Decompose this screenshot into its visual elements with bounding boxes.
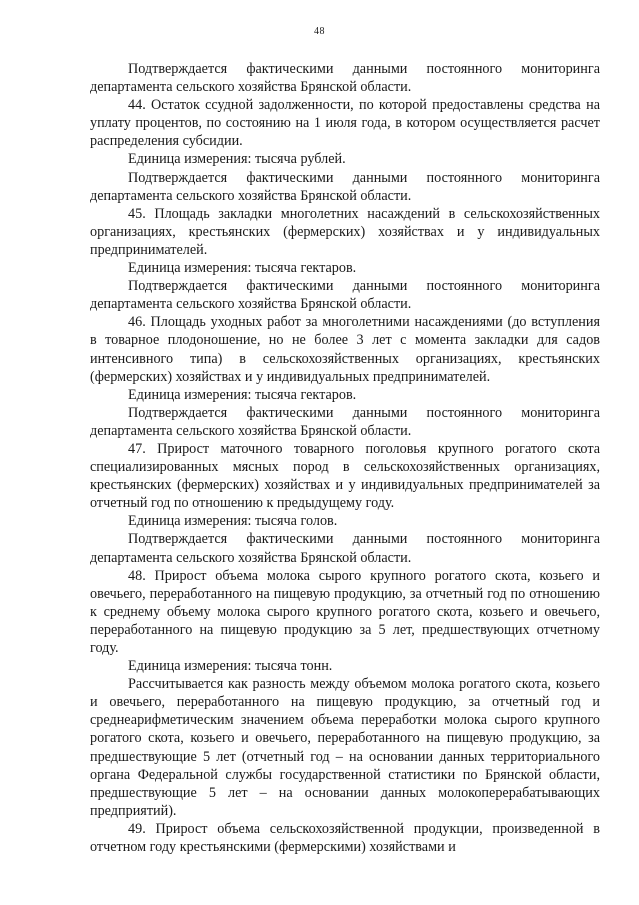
- indicator-47-paragraph: 47. Прирост маточного товарного поголовья крупного рогатого скота специализированных мясных пород в сельскохозяйственных организациях, крестьянских (фермерских) хозяйствах и у индивидуальных предпринимателей за отчетный год по отношению к предыдущему году.: [90, 440, 600, 512]
- unit-paragraph: Единица измерения: тысяча гектаров.: [128, 386, 357, 403]
- indicator-44-paragraph: 44. Остаток ссудной задолженности, по которой предоставлены средства на уплату процентов, по состоянию на 1 июля года, в котором осуществляется расчет распределения субсидии.: [90, 97, 600, 150]
- confirmation-paragraph: Подтверждается фактическими данными постоянного мониторинга департамента сельского хозяйства Брянской области.: [90, 61, 600, 96]
- indicator-49-paragraph: 49. Прирост объема сельскохозяйственной продукции, произведенной в отчетном году крестьянскими (фермерскими) хозяйствами и: [90, 820, 600, 856]
- indicator-45-paragraph: 45. Площадь закладки многолетних насаждений в сельскохозяйственных организациях, крестьянских (фермерских) хозяйствах и у индивидуальных предпринимателей.: [90, 205, 600, 258]
- calculation-paragraph: Рассчитывается как разность между объемом молока рогатого скота, козьего и овечьего, переработанного на пищевую продукцию, за отчетный год и среднеарифметическим значением объема переработки молока сырого крупного рогатого скота, козьего и овечьего, переработанного на пищевую продукцию, за предшествующие 5 лет (отчетный год – на основании данных территориального органа Федеральной службы государственной статистики по Брянской области, предшествующие 5 лет – на основании данных молокоперерабатывающих предприятий).: [90, 676, 600, 819]
- indicator-48-paragraph: 48. Прирост объема молока сырого крупного рогатого скота, козьего и овечьего, переработанного на пищевую продукцию, за отчетный год по отношению к среднему объему молока сырого крупного рогатого скота, козьего и овечьего, переработанного на пищевую продукцию за 5 лет, предшествующих отчетному году.: [90, 567, 600, 656]
- unit-paragraph: Единица измерения: тысяча голов.: [128, 513, 338, 530]
- unit-paragraph: Единица измерения: тысяча тонн.: [128, 658, 333, 675]
- indicator-46-paragraph: 46. Площадь уходных работ за многолетними насаждениями (до вступления в товарное плодоношение, но не более 3 лет с момента закладки для садов интенсивного типа) в сельскохозяйственных организациях, крестьянских (фермерских) хозяйствах и у индивидуальных предпринимателей.: [90, 314, 600, 385]
- unit-paragraph: Единица измерения: тысяча рублей.: [128, 151, 346, 168]
- confirmation-paragraph: Подтверждается фактическими данными постоянного мониторинга департамента сельского хозяйства Брянской области.: [90, 404, 600, 439]
- page-number: 48: [314, 26, 325, 37]
- unit-paragraph: Единица измерения: тысяча гектаров.: [128, 260, 357, 277]
- document-body: [90, 60, 600, 856]
- confirmation-paragraph: Подтверждается фактическими данными постоянного мониторинга департамента сельского хозяйства Брянской области.: [90, 278, 600, 313]
- confirmation-paragraph: Подтверждается фактическими данными постоянного мониторинга департамента сельского хозяйства Брянской области.: [90, 531, 600, 566]
- confirmation-paragraph: Подтверждается фактическими данными постоянного мониторинга департамента сельского хозяйства Брянской области.: [90, 169, 600, 204]
